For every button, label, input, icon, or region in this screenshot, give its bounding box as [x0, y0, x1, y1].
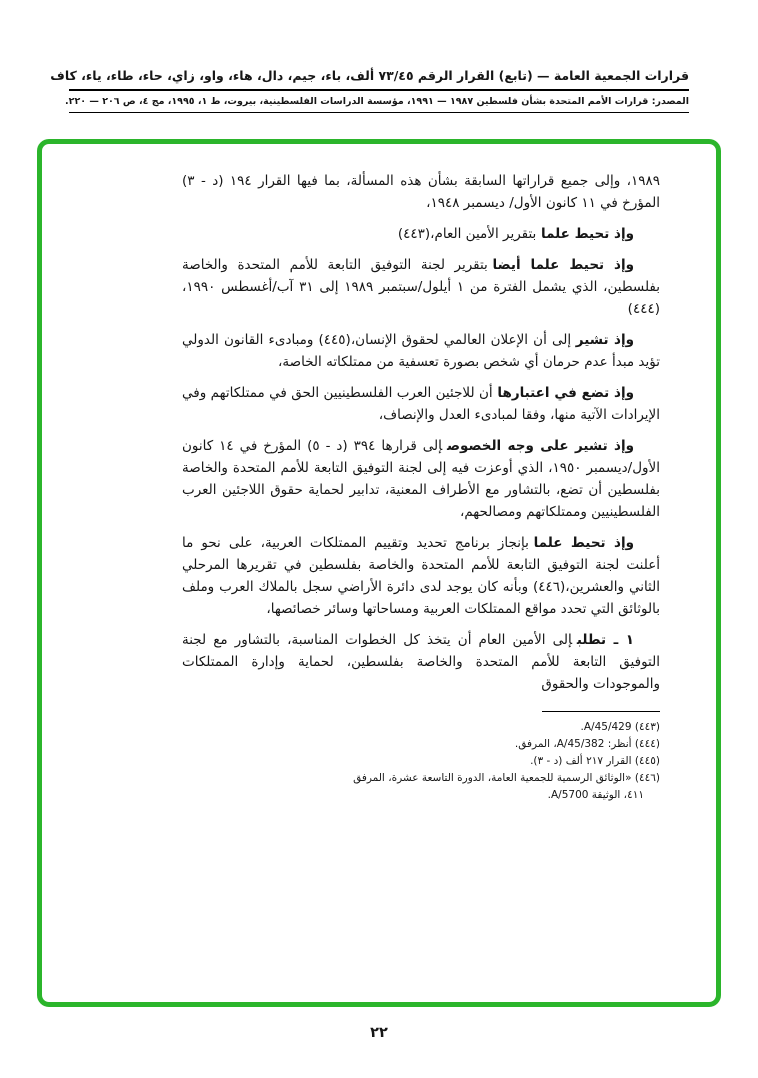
paragraph-lead: ١ ـ تطلب [576, 632, 635, 648]
paragraph-lead: وإذ تحيط علما [533, 535, 634, 551]
body-paragraph [182, 170, 660, 214]
body-paragraph [182, 254, 660, 320]
paragraph-text: ١٩٨٩، وإلى جميع قراراتها السابقة بشأن هذه المسألة، بما فيها القرار ١٩٤ (د - ٣) المؤرخ في ١١ كانون الأول/ ديسمبر ١٩٤٨، [182, 173, 660, 211]
page-number: ٢٢ [370, 1025, 388, 1041]
paragraph-text: بتقرير لجنة التوفيق التابعة للأمم المتحدة والخاصة بفلسطين، الذي يشمل الفترة من ١ أيلول/سبتمبر ١٩٨٩ إلى ٣١ آب/أغسطس ١٩٩٠،(٤٤٤) [182, 257, 661, 317]
body-paragraph [182, 382, 660, 426]
paragraph-lead: وإذ تشير [575, 332, 634, 348]
footnote-separator [542, 711, 660, 712]
body-paragraph [182, 629, 660, 695]
footnote: (٤٤٤) أنظر: A/45/382، المرفق. [514, 738, 660, 750]
paragraph-lead: وإذ تشير على وجه الخصوص [446, 438, 634, 454]
body-paragraph [182, 532, 660, 620]
header-title: قرارات الجمعية العامة — (تابع) القرار الرقم ٧٣/٤٥ ألف، باء، جيم، دال، هاء، واو، زاي، حاء، طاء، ياء، كاف [50, 68, 689, 83]
footnote: (٤٤٣) A/45/429. [580, 721, 660, 733]
paragraph-text: إلى قرارها ٣٩٤ (د - ٥) المؤرخ في ١٤ كانون الأول/ديسمبر ١٩٥٠، الذي أوعزت فيه إلى لجنة التوفيق التابعة للأمم المتحدة والخاصة بفلسطين أن تضع، بالتشاور مع الأطراف المعنية، تدابير لحماية حقوق اللاجئين العرب الفلسطينيين وممتلكاتهم ومصالحهم، [182, 438, 660, 520]
paragraph-text: إلى الأمين العام أن يتخذ كل الخطوات المناسبة، بالتشاور مع لجنة التوفيق التابعة للأمم المتحدة والخاصة بفلسطين، لحماية وإدارة الممتلكات والموجودات والحقوق [182, 632, 660, 692]
header-rule-thin [69, 112, 689, 113]
footnote: (٤٤٦) «الوثائق الرسمية للجمعية العامة، الدورة التاسعة عشرة، المرفق ٤١١، الوثيقة A/5700. [353, 772, 660, 801]
resolution-body [42, 144, 716, 695]
paragraph-text: بتقرير الأمين العام،(٤٤٣) [397, 226, 537, 242]
body-paragraph [182, 329, 660, 373]
paragraph-lead: وإذ تضع في اعتبارها [497, 385, 634, 401]
header-rule-thick [69, 89, 689, 91]
body-paragraph [182, 435, 660, 523]
body-paragraph [182, 223, 660, 245]
paragraph-text: أن للاجئين العرب الفلسطينيين الحق في ممتلكاتهم وفي الإيرادات الآتية منها، وفقا لمبادىء العدل والإنصاف، [182, 385, 660, 423]
paragraph-lead: وإذ تحيط علما [541, 226, 634, 242]
paragraph-lead: وإذ تحيط علما أيضا [492, 257, 635, 273]
page-header [50, 0, 689, 113]
paragraph-text: بإنجاز برنامج تحديد وتقييم الممتلكات العربية، على نحو ما أعلنت لجنة التوفيق التابعة للأمم المتحدة والخاصة بفلسطين في تقريرها المرحلي الثاني والعشرين،(٤٤٦) وبأنه كان يوجد لدى دائرة الأراضي سجل بالملاك العرب وملف بالوثائق التي تحدد مواقع الممتلكات العربية ومساحاتها وسائر خصائصها، [182, 535, 660, 617]
footnotes-section [42, 711, 716, 804]
content-frame [37, 139, 721, 1007]
header-source: المصدر: قرارات الأمم المتحدة بشأن فلسطين ١٩٨٧ — ١٩٩١، مؤسسة الدراسات الفلسطينية، بيروت، ط ١، ١٩٩٥، مج ٤، ص ٢٠٦ — ٢٢٠. [65, 96, 689, 107]
footnote: (٤٤٥) القرار ٢١٧ ألف (د - ٣). [530, 755, 660, 767]
paragraph-text: إلى أن الإعلان العالمي لحقوق الإنسان،(٤٤٥) ومبادىء القانون الدولي تؤيد مبدأ عدم حرمان أي شخص بصورة تعسفية من ممتلكاته الخاصة، [182, 332, 660, 370]
